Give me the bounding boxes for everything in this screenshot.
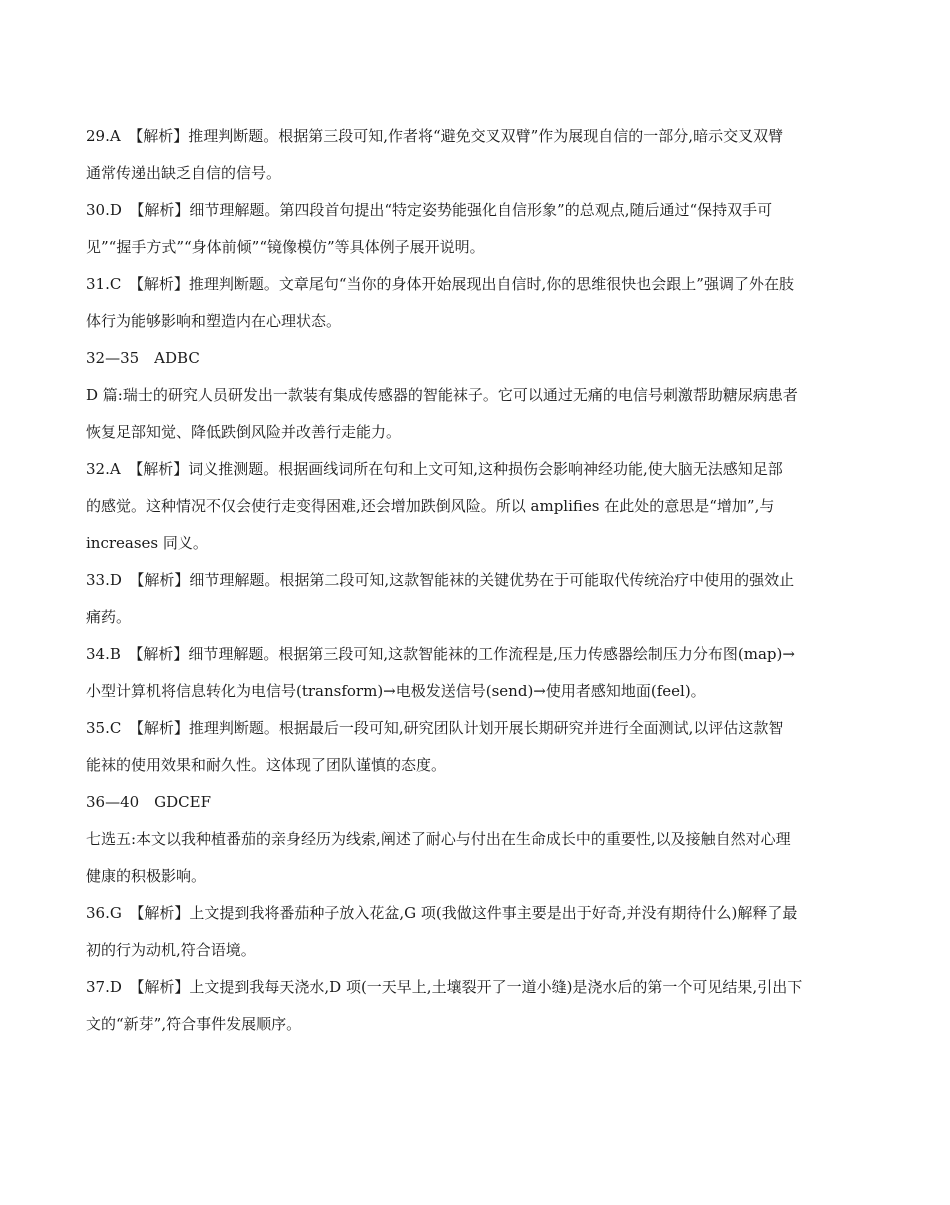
- text-line: 31.C 【解析】推理判断题。文章尾句“当你的身体开始展现出自信时,你的思维很快也会跟上”强调了外在肢: [86, 275, 794, 293]
- text-line: 30.D 【解析】细节理解题。第四段首句提出“特定姿势能强化自信形象”的总观点,随后通过“保持双手可: [86, 201, 773, 219]
- passage-summary-line: 健康的积极影响。: [86, 867, 207, 885]
- text-line: increases 同义。: [86, 534, 208, 552]
- passage-summary-line: 七选五:本文以我种植番茄的亲身经历为线索,阐述了耐心与付出在生命成长中的重要性,以及接触自然对心理: [86, 830, 791, 848]
- text-line: 37.D 【解析】上文提到我每天浇水,D 项(一天早上,土壤裂开了一道小缝)是浇水后的第一个可见结果,引出下: [86, 978, 803, 996]
- text-line: 通常传递出缺乏自信的信号。: [86, 164, 282, 182]
- text-line: 小型计算机将信息转化为电信号(transform)→电极发送信号(send)→使用者感知地面(feel)。: [86, 682, 706, 700]
- text-line: 体行为能够影响和塑造内在心理状态。: [86, 312, 342, 330]
- text-line: 见”“握手方式”“身体前倾”“镜像模仿”等具体例子展开说明。: [86, 238, 485, 256]
- text-line: 29.A 【解析】推理判断题。根据第三段可知,作者将“避免交叉双臂”作为展现自信的一部分,暗示交叉双臂: [86, 127, 784, 145]
- text-line: 的感觉。这种情况不仅会使行走变得困难,还会增加跌倒风险。所以 amplifies 在此处的意思是“增加”,与: [86, 497, 775, 515]
- text-line: 33.D 【解析】细节理解题。根据第二段可知,这款智能袜的关键优势在于可能取代传统治疗中使用的强效止: [86, 571, 795, 589]
- text-line: 36.G 【解析】上文提到我将番茄种子放入花盆,G 项(我做这件事主要是出于好奇,并没有期待什么)解释了最: [86, 904, 798, 922]
- text-line: 初的行为动机,符合语境。: [86, 941, 256, 959]
- answer-key-line: 36—40 GDCEF: [86, 793, 212, 811]
- text-line: 痛药。: [86, 608, 132, 626]
- answer-key-line: 32—35 ADBC: [86, 349, 200, 367]
- text-line: 34.B 【解析】细节理解题。根据第三段可知,这款智能袜的工作流程是,压力传感器绘制压力分布图(map)→: [86, 645, 795, 663]
- passage-summary-line: D 篇:瑞士的研究人员研发出一款装有集成传感器的智能袜子。它可以通过无痛的电信号刺激帮助糖尿病患者: [86, 386, 798, 404]
- text-line: 文的“新芽”,符合事件发展顺序。: [86, 1015, 302, 1033]
- text-line: 35.C 【解析】推理判断题。根据最后一段可知,研究团队计划开展长期研究并进行全面测试,以评估这款智: [86, 719, 784, 737]
- text-line: 32.A 【解析】词义推测题。根据画线词所在句和上文可知,这种损伤会影响神经功能,使大脑无法感知足部: [86, 460, 783, 478]
- passage-summary-line: 恢复足部知觉、降低跌倒风险并改善行走能力。: [86, 423, 402, 441]
- text-line: 能袜的使用效果和耐久性。这体现了团队谨慎的态度。: [86, 756, 447, 774]
- answer-explanations: [86, 118, 866, 1043]
